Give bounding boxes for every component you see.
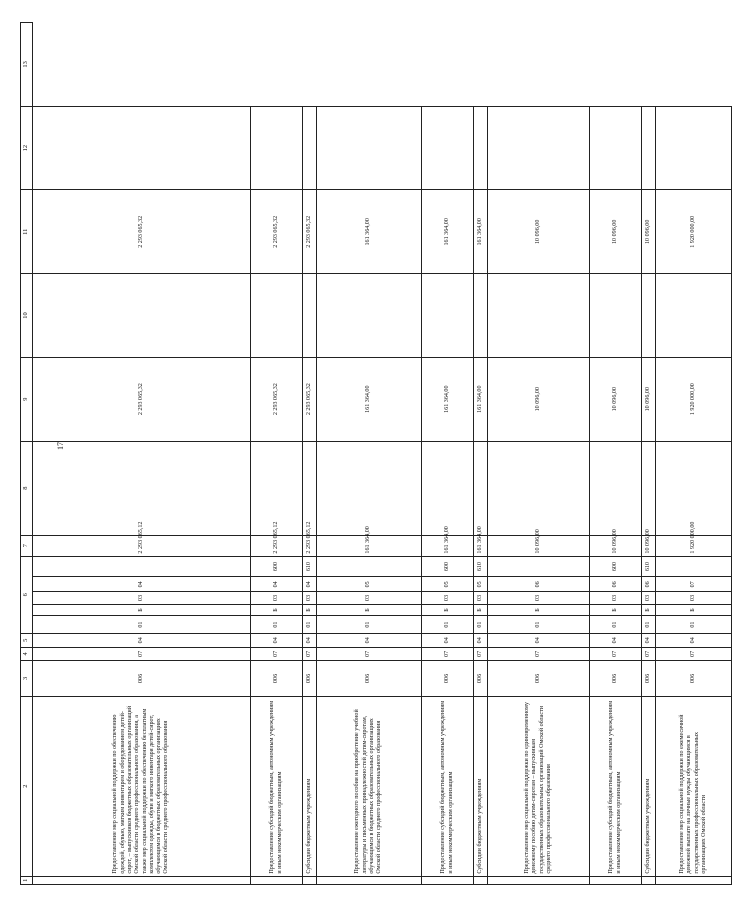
target-article-code: 01 (642, 616, 656, 634)
target-article-code: 01 (422, 616, 474, 634)
row-number-cell (317, 876, 422, 884)
amount-col-9 (317, 441, 422, 535)
target-article-code: 03 (33, 592, 251, 605)
amount-col-10: 2 293 065,32 (251, 357, 303, 441)
row-number-cell (474, 876, 488, 884)
column-number: 10 (21, 274, 33, 358)
expense-type-code (317, 556, 422, 577)
amount-col-10: 1 920 000,00 (656, 357, 732, 441)
amount-col-12: 1 920 000,00 (656, 190, 732, 274)
admin-code: 006 (642, 661, 656, 697)
row-number-cell (33, 876, 251, 884)
column-number: 6 (21, 556, 33, 633)
amount-col-10: 2 293 065,32 (33, 357, 251, 441)
row-description: Предоставление субсидий бюджетным, автономным учреждениям и иным некоммерческим организациям (422, 696, 474, 876)
column-number: 12 (21, 106, 33, 190)
amount-col-13 (488, 106, 590, 190)
subsection-code: 04 (422, 633, 474, 647)
target-article-code: 05 (474, 577, 488, 592)
amount-col-12: 161 364,00 (317, 190, 422, 274)
admin-code: 006 (251, 661, 303, 697)
section-code: 07 (474, 647, 488, 661)
target-article-code: Б (642, 604, 656, 616)
target-article-code: 03 (642, 592, 656, 605)
amount-col-8: 2 293 065,12 (33, 535, 251, 556)
target-article-code: 01 (251, 616, 303, 634)
target-article-code: 01 (33, 616, 251, 634)
amount-col-11 (33, 274, 251, 358)
amount-col-12: 10 096,00 (642, 190, 656, 274)
target-article-code: 01 (656, 616, 732, 634)
expense-type-code: 610 (474, 556, 488, 577)
target-article-code: 04 (33, 577, 251, 592)
column-number: 5 (21, 633, 33, 647)
amount-col-8: 10 096,00 (590, 535, 642, 556)
admin-code: 006 (303, 661, 317, 697)
target-article-code: 03 (251, 592, 303, 605)
target-article-code: 06 (590, 577, 642, 592)
amount-col-10: 161 364,00 (422, 357, 474, 441)
table-row (33, 23, 251, 885)
budget-table (20, 22, 732, 885)
table-row (251, 23, 303, 885)
amount-col-11 (488, 274, 590, 358)
amount-col-12: 161 364,00 (422, 190, 474, 274)
row-description: Предоставление ежегодного пособия на приобретение учебной литературы и письменных принадлежностей детям-сиротам, обучающимся в бюджетных образовательных организациях Омской области среднего профессионального образования (317, 696, 422, 876)
amount-col-13 (33, 106, 251, 190)
amount-col-10: 10 096,00 (642, 357, 656, 441)
target-article-code: 05 (317, 577, 422, 592)
column-number: 4 (21, 647, 33, 661)
amount-col-10: 2 293 065,32 (303, 357, 317, 441)
row-number-cell (488, 876, 590, 884)
target-article-code: 05 (422, 577, 474, 592)
target-article-code: 01 (488, 616, 590, 634)
amount-col-8: 161 364,00 (317, 535, 422, 556)
amount-col-13 (317, 106, 422, 190)
amount-col-13 (251, 106, 303, 190)
table-row (303, 23, 317, 885)
amount-col-9 (422, 441, 474, 535)
admin-code: 006 (317, 661, 422, 697)
admin-code: 006 (474, 661, 488, 697)
column-number: 7 (21, 535, 33, 556)
amount-col-13 (590, 106, 642, 190)
row-description: Предоставление мер социальной поддержки по единовременному денежному пособию детям-сиротам – выпускникам государственных образовательных организаций Омской области среднего профессионального образования (488, 696, 590, 876)
target-article-code: Б (422, 604, 474, 616)
amount-col-9 (488, 441, 590, 535)
amount-col-9 (590, 441, 642, 535)
subsection-code: 04 (590, 633, 642, 647)
section-code: 07 (422, 647, 474, 661)
expense-type-code: 600 (590, 556, 642, 577)
table-row (474, 23, 488, 885)
subsection-code: 04 (303, 633, 317, 647)
target-article-code: 04 (251, 577, 303, 592)
target-article-code: 03 (474, 592, 488, 605)
section-code: 07 (303, 647, 317, 661)
target-article-code: 03 (590, 592, 642, 605)
target-article-code: 06 (488, 577, 590, 592)
target-article-code: 03 (488, 592, 590, 605)
amount-col-11 (590, 274, 642, 358)
amount-col-12: 161 364,00 (474, 190, 488, 274)
admin-code: 006 (656, 661, 732, 697)
target-article-code: 06 (642, 577, 656, 592)
target-article-code: 03 (317, 592, 422, 605)
section-code: 07 (590, 647, 642, 661)
expense-type-code: 610 (303, 556, 317, 577)
row-description: Субсидии бюджетным учреждениям (642, 696, 656, 876)
column-number-header-row (21, 23, 33, 885)
amount-col-8: 10 096,00 (642, 535, 656, 556)
amount-col-9 (474, 441, 488, 535)
table-row (642, 23, 656, 885)
expense-type-code: 610 (642, 556, 656, 577)
row-number-cell (422, 876, 474, 884)
amount-col-11 (422, 274, 474, 358)
amount-col-13 (474, 106, 488, 190)
amount-col-12: 2 293 065,32 (33, 190, 251, 274)
column-number: 13 (21, 23, 33, 107)
amount-col-8: 2 293 065,12 (303, 535, 317, 556)
section-code: 07 (317, 647, 422, 661)
column-number: 3 (21, 661, 33, 697)
table-row (590, 23, 642, 885)
amount-col-8: 2 293 065,12 (251, 535, 303, 556)
subsection-code: 04 (33, 633, 251, 647)
target-article-code: 01 (590, 616, 642, 634)
row-number-cell (251, 876, 303, 884)
row-number-cell (656, 876, 732, 884)
amount-col-11 (474, 274, 488, 358)
target-article-code: 03 (303, 592, 317, 605)
table-row (656, 23, 732, 885)
column-number: 8 (21, 441, 33, 535)
target-article-code: 04 (303, 577, 317, 592)
row-description: Субсидии бюджетным учреждениям (474, 696, 488, 876)
row-description: Предоставление субсидий бюджетным, автономным учреждениям и иным некоммерческим организациям (590, 696, 642, 876)
admin-code: 006 (488, 661, 590, 697)
amount-col-13 (656, 106, 732, 190)
row-description: Субсидии бюджетным учреждениям (303, 696, 317, 876)
amount-col-8: 10 096,00 (488, 535, 590, 556)
amount-col-13 (422, 106, 474, 190)
target-article-code: 03 (422, 592, 474, 605)
amount-col-11 (656, 274, 732, 358)
row-number-cell (590, 876, 642, 884)
row-description: Предоставление мер социальной поддержки по обеспечению одеждой, обувью, мягким инвентарем и оборудованием детей-сирот, – выпускников бюджетных образовательных организаций Омской области среднего профессионального образования, а также мер социальной поддержки по обеспечению бесплатным комплектом одежды, обуви и мягкого инвентаря детей-сирот, обучающимся в бюджетных образовательных организациях Омской области среднего профессионального образования (33, 696, 251, 876)
amount-col-8: 1 920 000,00 (656, 535, 732, 556)
amount-col-12: 2 293 065,32 (251, 190, 303, 274)
table-row (422, 23, 474, 885)
row-description: Предоставление мер социальной поддержки по ежемесячной денежной выплате на личные нужды обучающимся в государственных профессиональных образовательных организациях Омской области (656, 696, 732, 876)
target-article-code: Б (590, 604, 642, 616)
target-article-code: 01 (317, 616, 422, 634)
expense-type-code: 600 (251, 556, 303, 577)
column-number: 11 (21, 190, 33, 274)
target-article-code: Б (488, 604, 590, 616)
subsection-code: 04 (474, 633, 488, 647)
subsection-code: 04 (656, 633, 732, 647)
row-description: Предоставление субсидий бюджетным, автономным учреждениям и иным некоммерческим организациям (251, 696, 303, 876)
section-code: 07 (656, 647, 732, 661)
amount-col-11 (251, 274, 303, 358)
section-code: 07 (251, 647, 303, 661)
target-article-code: 03 (656, 592, 732, 605)
amount-col-10: 161 364,00 (317, 357, 422, 441)
section-code: 07 (642, 647, 656, 661)
amount-col-12: 10 096,00 (590, 190, 642, 274)
subsection-code: 04 (488, 633, 590, 647)
amount-col-8: 161 364,00 (474, 535, 488, 556)
column-number: 1 (21, 876, 33, 884)
target-article-code: Б (303, 604, 317, 616)
expense-type-code (33, 556, 251, 577)
table-row (317, 23, 422, 885)
amount-col-11 (642, 274, 656, 358)
page-number: 17 (56, 442, 65, 450)
amount-col-13 (303, 106, 317, 190)
target-article-code: 07 (656, 577, 732, 592)
admin-code: 006 (422, 661, 474, 697)
admin-code: 006 (590, 661, 642, 697)
expense-type-code (488, 556, 590, 577)
column-number: 9 (21, 357, 33, 441)
amount-col-10: 10 096,00 (488, 357, 590, 441)
amount-col-8: 161 364,00 (422, 535, 474, 556)
row-number-cell (642, 876, 656, 884)
amount-col-12: 2 293 065,32 (303, 190, 317, 274)
expense-type-code: 600 (422, 556, 474, 577)
table-row (488, 23, 590, 885)
amount-col-10: 161 364,00 (474, 357, 488, 441)
column-number: 2 (21, 696, 33, 876)
target-article-code: 01 (303, 616, 317, 634)
subsection-code: 04 (317, 633, 422, 647)
amount-col-13 (642, 106, 656, 190)
subsection-code: 04 (251, 633, 303, 647)
amount-col-9 (642, 441, 656, 535)
target-article-code: 01 (474, 616, 488, 634)
amount-col-12: 10 096,00 (488, 190, 590, 274)
amount-col-10: 10 096,00 (590, 357, 642, 441)
target-article-code: Б (33, 604, 251, 616)
row-number-cell (303, 876, 317, 884)
target-article-code: Б (251, 604, 303, 616)
section-code: 07 (488, 647, 590, 661)
target-article-code: Б (474, 604, 488, 616)
amount-col-11 (317, 274, 422, 358)
target-article-code: Б (656, 604, 732, 616)
expense-type-code (656, 556, 732, 577)
section-code: 07 (33, 647, 251, 661)
target-article-code: Б (317, 604, 422, 616)
admin-code: 006 (33, 661, 251, 697)
subsection-code: 04 (642, 633, 656, 647)
amount-col-11 (303, 274, 317, 358)
